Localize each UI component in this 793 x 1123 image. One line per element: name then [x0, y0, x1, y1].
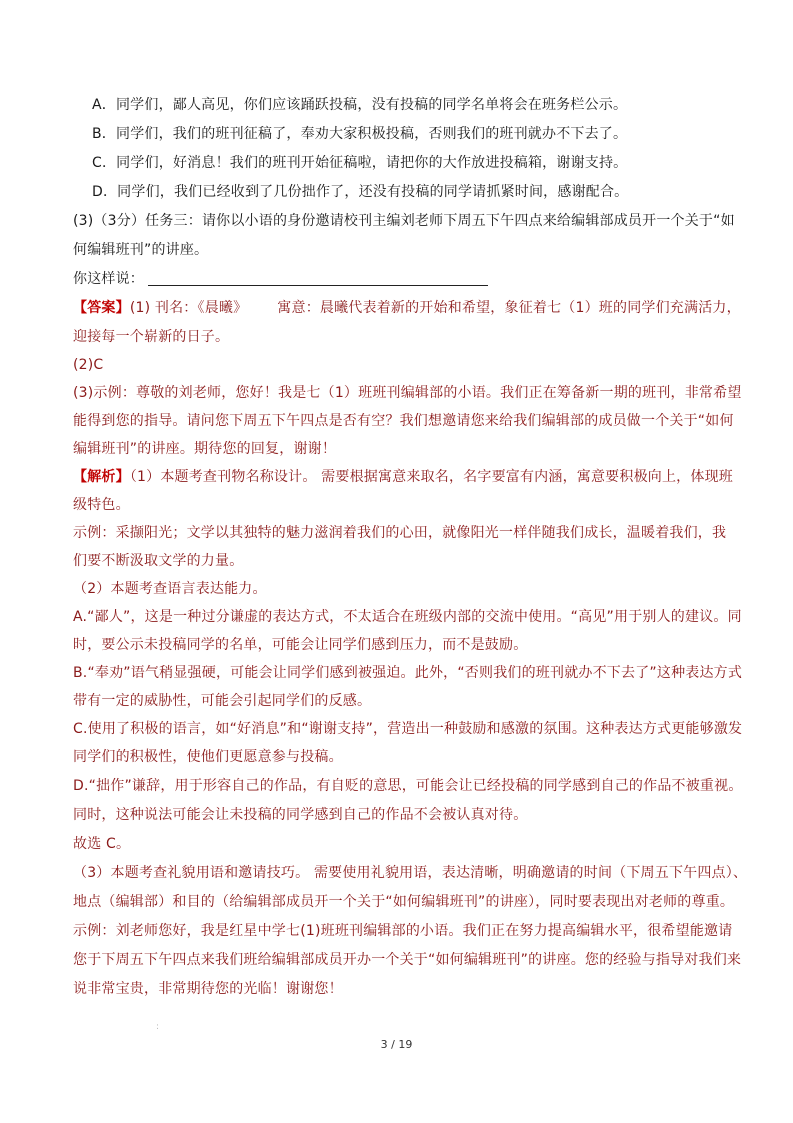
analysis-2: （2）本题考查语言表达能力。 [73, 581, 267, 597]
answer-1-meaning: 寓意：晨曦代表着新的开始和希望，象征着七（1）班的同学们充满活力， [277, 300, 741, 316]
task3-line1: (3)（3分）任务三：请你以小语的身份邀请校刊主编刘老师下周五下午四点来给编辑部成员开一个关于“如 [73, 213, 735, 229]
example-3-line1: 示例：刘老师您好，我是红星中学七(1)班班刊编辑部的小语。我们正在努力提高编辑水平，很希望能邀请 [73, 923, 733, 939]
answer-1-name: (1) 刊名：《晨曦》 [129, 300, 248, 316]
option-b: B．同学们，我们的班刊征稿了，奉劝大家积极投稿，否则我们的班刊就办不下去了。 [92, 126, 628, 142]
example-1-line2: 们要不断汲取文学的力量。 [73, 553, 244, 569]
scan-mark: : [156, 1022, 160, 1032]
answer-3-line3: 编辑班刊”的讲座。期待您的回复，谢谢！ [73, 441, 337, 457]
analysis-label: 【解析】 [73, 469, 130, 485]
analysis-3-line1: （3）本题考查礼貌用语和邀请技巧。 需要使用礼貌用语，表达清晰，明确邀请的时间（下周五下午四点）、 [73, 865, 748, 881]
option-c: C．同学们，好消息！我们的班刊开始征稿啦，请把你的大作放进投稿箱，谢谢支持。 [92, 155, 628, 171]
example-3-line3: 说非常宝贵，非常期待您的光临！谢谢您！ [73, 981, 343, 997]
analysis-1-text: （1）本题考查刊物名称设计。 需要根据寓意来取名，名字要富有内涵，寓意要积极向上，体现班 [129, 469, 733, 485]
answer-label: 【答案】 [73, 300, 130, 316]
answer-prompt-label: 你这样说： [73, 271, 144, 287]
task3-line2: 何编辑班刊”的讲座。 [73, 242, 209, 258]
answer-blank-line [148, 271, 488, 286]
answer-3-line2: 能得到您的指导。请问您下周五下午四点是否有空？我们想邀请您来给我们编辑部的成员做一个关于“如何 [73, 413, 734, 429]
analysis-a-line1: A.“鄙人”，这是一种过分谦虚的表达方式，不太适合在班级内部的交流中使用。“高见”用于别人的建议。同 [73, 609, 742, 625]
analysis-d-line2: 同时，这种说法可能会让未投稿的同学感到自己的作品不会被认真对待。 [73, 807, 528, 823]
analysis-a-line2: 时，要公示未投稿同学的名单，可能会让同学们感到压力，而不是鼓励。 [73, 637, 528, 653]
answer-2: (2)C [73, 357, 104, 373]
analysis-d-line1: D.“拙作”谦辞，用于形容自己的作品，有自贬的意思，可能会让已经投稿的同学感到自己的作品不被重视。 [73, 778, 743, 794]
analysis-line1 [73, 467, 733, 487]
analysis-1-line2: 级特色。 [73, 497, 130, 513]
analysis-b-line2: 带有一定的威胁性，可能会引起同学们的反感。 [73, 693, 372, 709]
answer-1-line2: 迎接每一个崭新的日子。 [73, 329, 230, 345]
page-number: 3 / 19 [380, 1038, 413, 1051]
example-1-line1: 示例：采撷阳光；文学以其独特的魅力滋润着我们的心田，就像阳光一样伴随我们成长，温暖着我们，我 [73, 525, 727, 541]
option-d: D．同学们，我们已经收到了几份拙作了，还没有投稿的同学请抓紧时间，感谢配合。 [92, 184, 629, 200]
analysis-b-line1: B.“奉劝”语气稍显强硬，可能会让同学们感到被强迫。此外，“否则我们的班刊就办不下去了”这种表达方式 [73, 665, 743, 681]
answer-3-line1: (3)示例：尊敬的刘老师，您好！我是七（1）班班刊编辑部的小语。我们正在筹备新一期的班刊，非常希望 [73, 385, 742, 401]
analysis-3-line2: 地点（编辑部）和目的（给编辑部成员开一个关于“如何编辑班刊”的讲座），同时要表现出对老师的尊重。 [73, 894, 735, 910]
answer-line1 [73, 298, 741, 318]
answer-prompt [73, 269, 725, 289]
example-3-line2: 您于下周五下午四点来我们班给编辑部成员开办一个关于“如何编辑班刊”的讲座。您的经验与指导对我们来 [73, 952, 742, 968]
analysis-c-line1: C.使用了积极的语言，如“好消息”和“谢谢支持”，营造出一种鼓励和感激的氛围。这种表达方式更能够激发 [73, 721, 743, 737]
analysis-choice: 故选 C。 [73, 836, 131, 852]
analysis-c-line2: 同学们的积极性，使他们更愿意参与投稿。 [73, 749, 343, 765]
option-a: A．同学们，鄙人高见，你们应该踊跃投稿，没有投稿的同学名单将会在班务栏公示。 [92, 97, 628, 113]
